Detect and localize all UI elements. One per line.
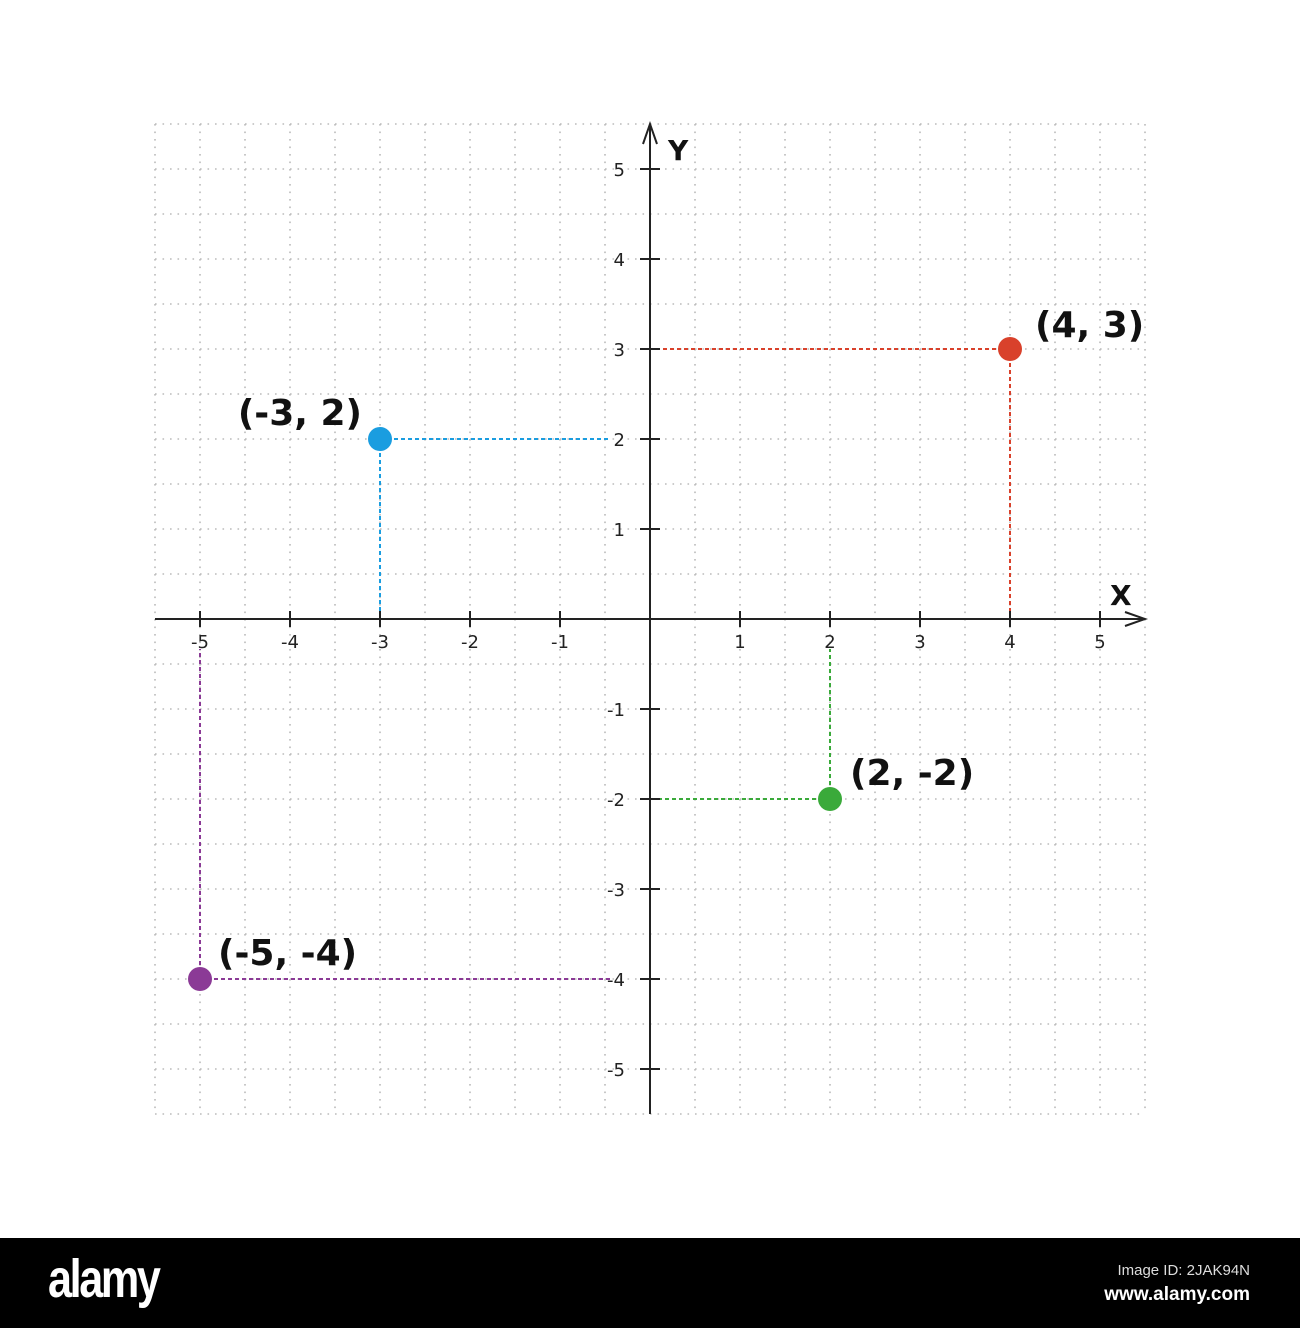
data-point (368, 427, 392, 451)
x-tick-label: 5 (1094, 632, 1106, 653)
data-point (998, 337, 1022, 361)
x-tick-label: -2 (461, 632, 479, 653)
data-point-label: (2, -2) (850, 753, 975, 794)
x-tick-label: -3 (371, 632, 389, 653)
x-tick-label: 3 (914, 632, 926, 653)
y-tick-label: 4 (613, 250, 625, 271)
x-tick-label: -4 (281, 632, 299, 653)
y-tick-label: -4 (607, 970, 625, 991)
data-point-label: (4, 3) (1035, 305, 1145, 346)
y-tick-label: 5 (613, 160, 625, 181)
y-tick-label: -3 (607, 880, 625, 901)
y-tick-label: -2 (607, 790, 625, 811)
site-url: www.alamy.com (1104, 1284, 1250, 1305)
y-tick-label: -1 (607, 700, 625, 721)
y-tick-label: 2 (613, 430, 625, 451)
y-tick-label: -5 (607, 1060, 625, 1081)
data-point-label: (-5, -4) (218, 933, 358, 974)
x-tick-label: 1 (734, 632, 746, 653)
y-tick-label: 3 (613, 340, 625, 361)
data-point-label: (-3, 2) (237, 393, 362, 434)
x-tick-label: 4 (1004, 632, 1016, 653)
points (188, 305, 1144, 991)
data-point (818, 787, 842, 811)
y-tick-label: 1 (613, 520, 625, 541)
x-tick-label: -1 (551, 632, 569, 653)
x-tick-label: -5 (191, 632, 209, 653)
data-point (188, 967, 212, 991)
y-axis-label: Y (668, 134, 689, 167)
alamy-logo: alamy (48, 1249, 159, 1309)
x-tick-label: 2 (824, 632, 836, 653)
x-axis-label: X (1110, 579, 1132, 612)
image-id: Image ID: 2JAK94N (1117, 1262, 1250, 1279)
watermark-footer (0, 1238, 1300, 1328)
